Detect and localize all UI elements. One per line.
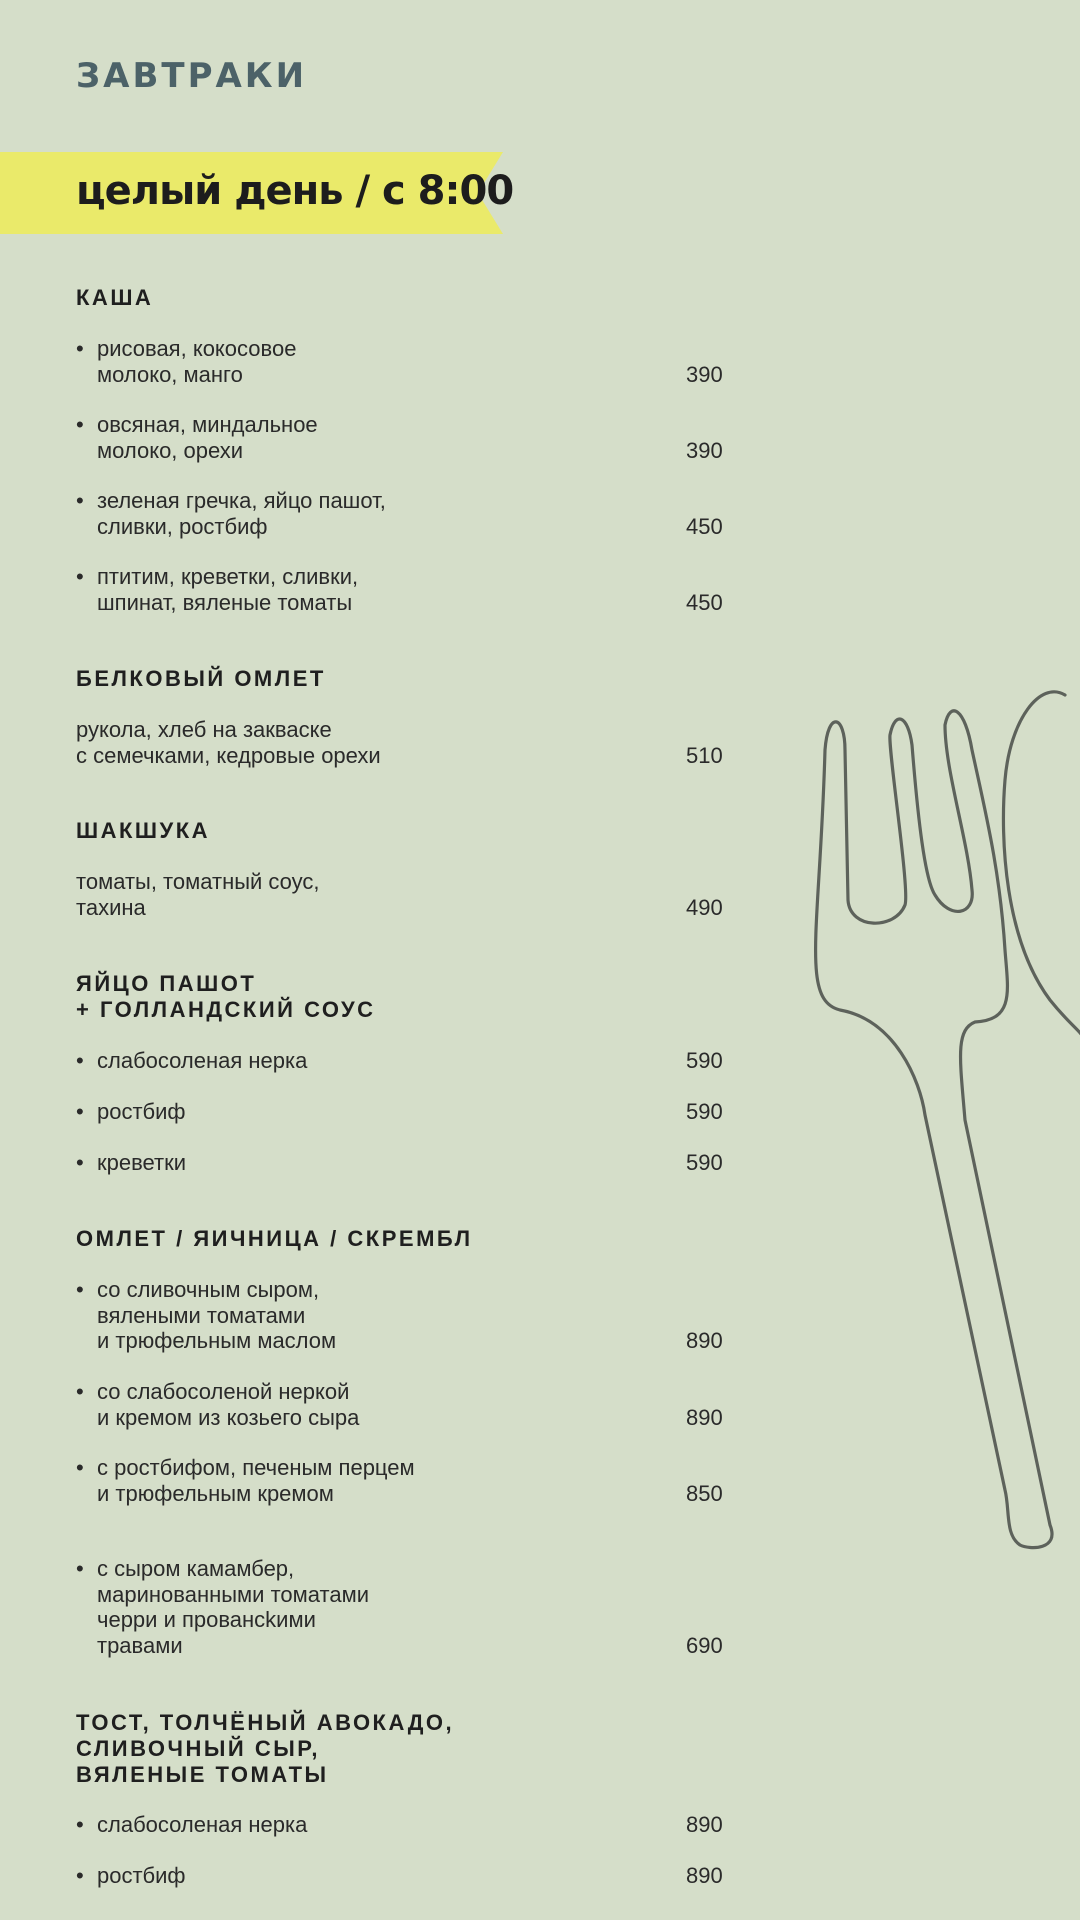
- menu-item: • со слабосоленой неркой и кремом из козьего сыра 890: [76, 1379, 756, 1430]
- item-price: 890: [686, 1404, 723, 1430]
- menu-item: • ростбиф 890: [76, 1863, 756, 1889]
- menu-item: томаты, томатный соус, тахина 490: [76, 869, 756, 920]
- hours-text: целый день / с 8:00: [76, 168, 514, 214]
- section-heading: ШАКШУКА: [76, 818, 211, 843]
- item-price: 390: [686, 361, 723, 387]
- section-heading: ТОСТ, ТОЛЧЁНЫЙ АВОКАДО, СЛИВОЧНЫЙ СЫР, ВЯЛЕНЫЕ ТОМАТЫ: [76, 1710, 455, 1787]
- menu-item: • рисовая, кокосовое молоко, манго 390: [76, 336, 756, 387]
- section-heading: ОМЛЕТ / ЯИЧНИЦА / СКРЕМБЛ: [76, 1226, 473, 1251]
- menu-item: • зеленая гречка, яйцо пашот, сливки, ростбиф 450: [76, 488, 756, 539]
- menu-item: • с сыром камамбер, маринованными томатами черри и провансkими травами 690: [76, 1556, 756, 1658]
- menu-item: • со сливочным сыром, вялеными томатами и трюфельным маслом 890: [76, 1277, 756, 1354]
- item-price: 510: [686, 742, 723, 768]
- menu-item: • птитим, креветки, сливки, шпинат, вяленые томаты 450: [76, 564, 756, 615]
- item-price: 690: [686, 1632, 723, 1658]
- item-price: 590: [686, 1099, 723, 1124]
- item-price: 850: [686, 1480, 723, 1506]
- menu-item: рукола, хлеб на закваске с семечками, кедровые орехи 510: [76, 717, 756, 768]
- item-price: 890: [686, 1863, 723, 1888]
- menu-item: • креветки 590: [76, 1150, 756, 1176]
- section-heading: ЯЙЦО ПАШОТ + ГОЛЛАНДСКИЙ СОУС: [76, 971, 376, 1022]
- menu-item: • с ростбифом, печеным перцем и трюфельным кремом 850: [76, 1455, 756, 1506]
- item-price: 590: [686, 1048, 723, 1073]
- item-price: 890: [686, 1328, 723, 1353]
- menu-item: • овсяная, миндальное молоко, орехи 390: [76, 412, 756, 463]
- section-heading: БЕЛКОВЫЙ ОМЛЕТ: [76, 666, 326, 691]
- item-price: 450: [686, 513, 723, 539]
- item-price: 390: [686, 437, 723, 463]
- item-price: 450: [686, 589, 723, 615]
- menu-item: • слабосоленая нерка 890: [76, 1812, 756, 1838]
- item-price: 890: [686, 1812, 723, 1837]
- fork-icon: [800, 690, 1080, 1560]
- item-price: 590: [686, 1150, 723, 1175]
- item-price: 490: [686, 894, 723, 920]
- section-heading: КАША: [76, 285, 154, 310]
- menu-item: • ростбиф 590: [76, 1099, 756, 1125]
- menu-title: ЗАВТРАКИ: [76, 56, 308, 96]
- menu-item: • слабосоленая нерка 590: [76, 1048, 756, 1074]
